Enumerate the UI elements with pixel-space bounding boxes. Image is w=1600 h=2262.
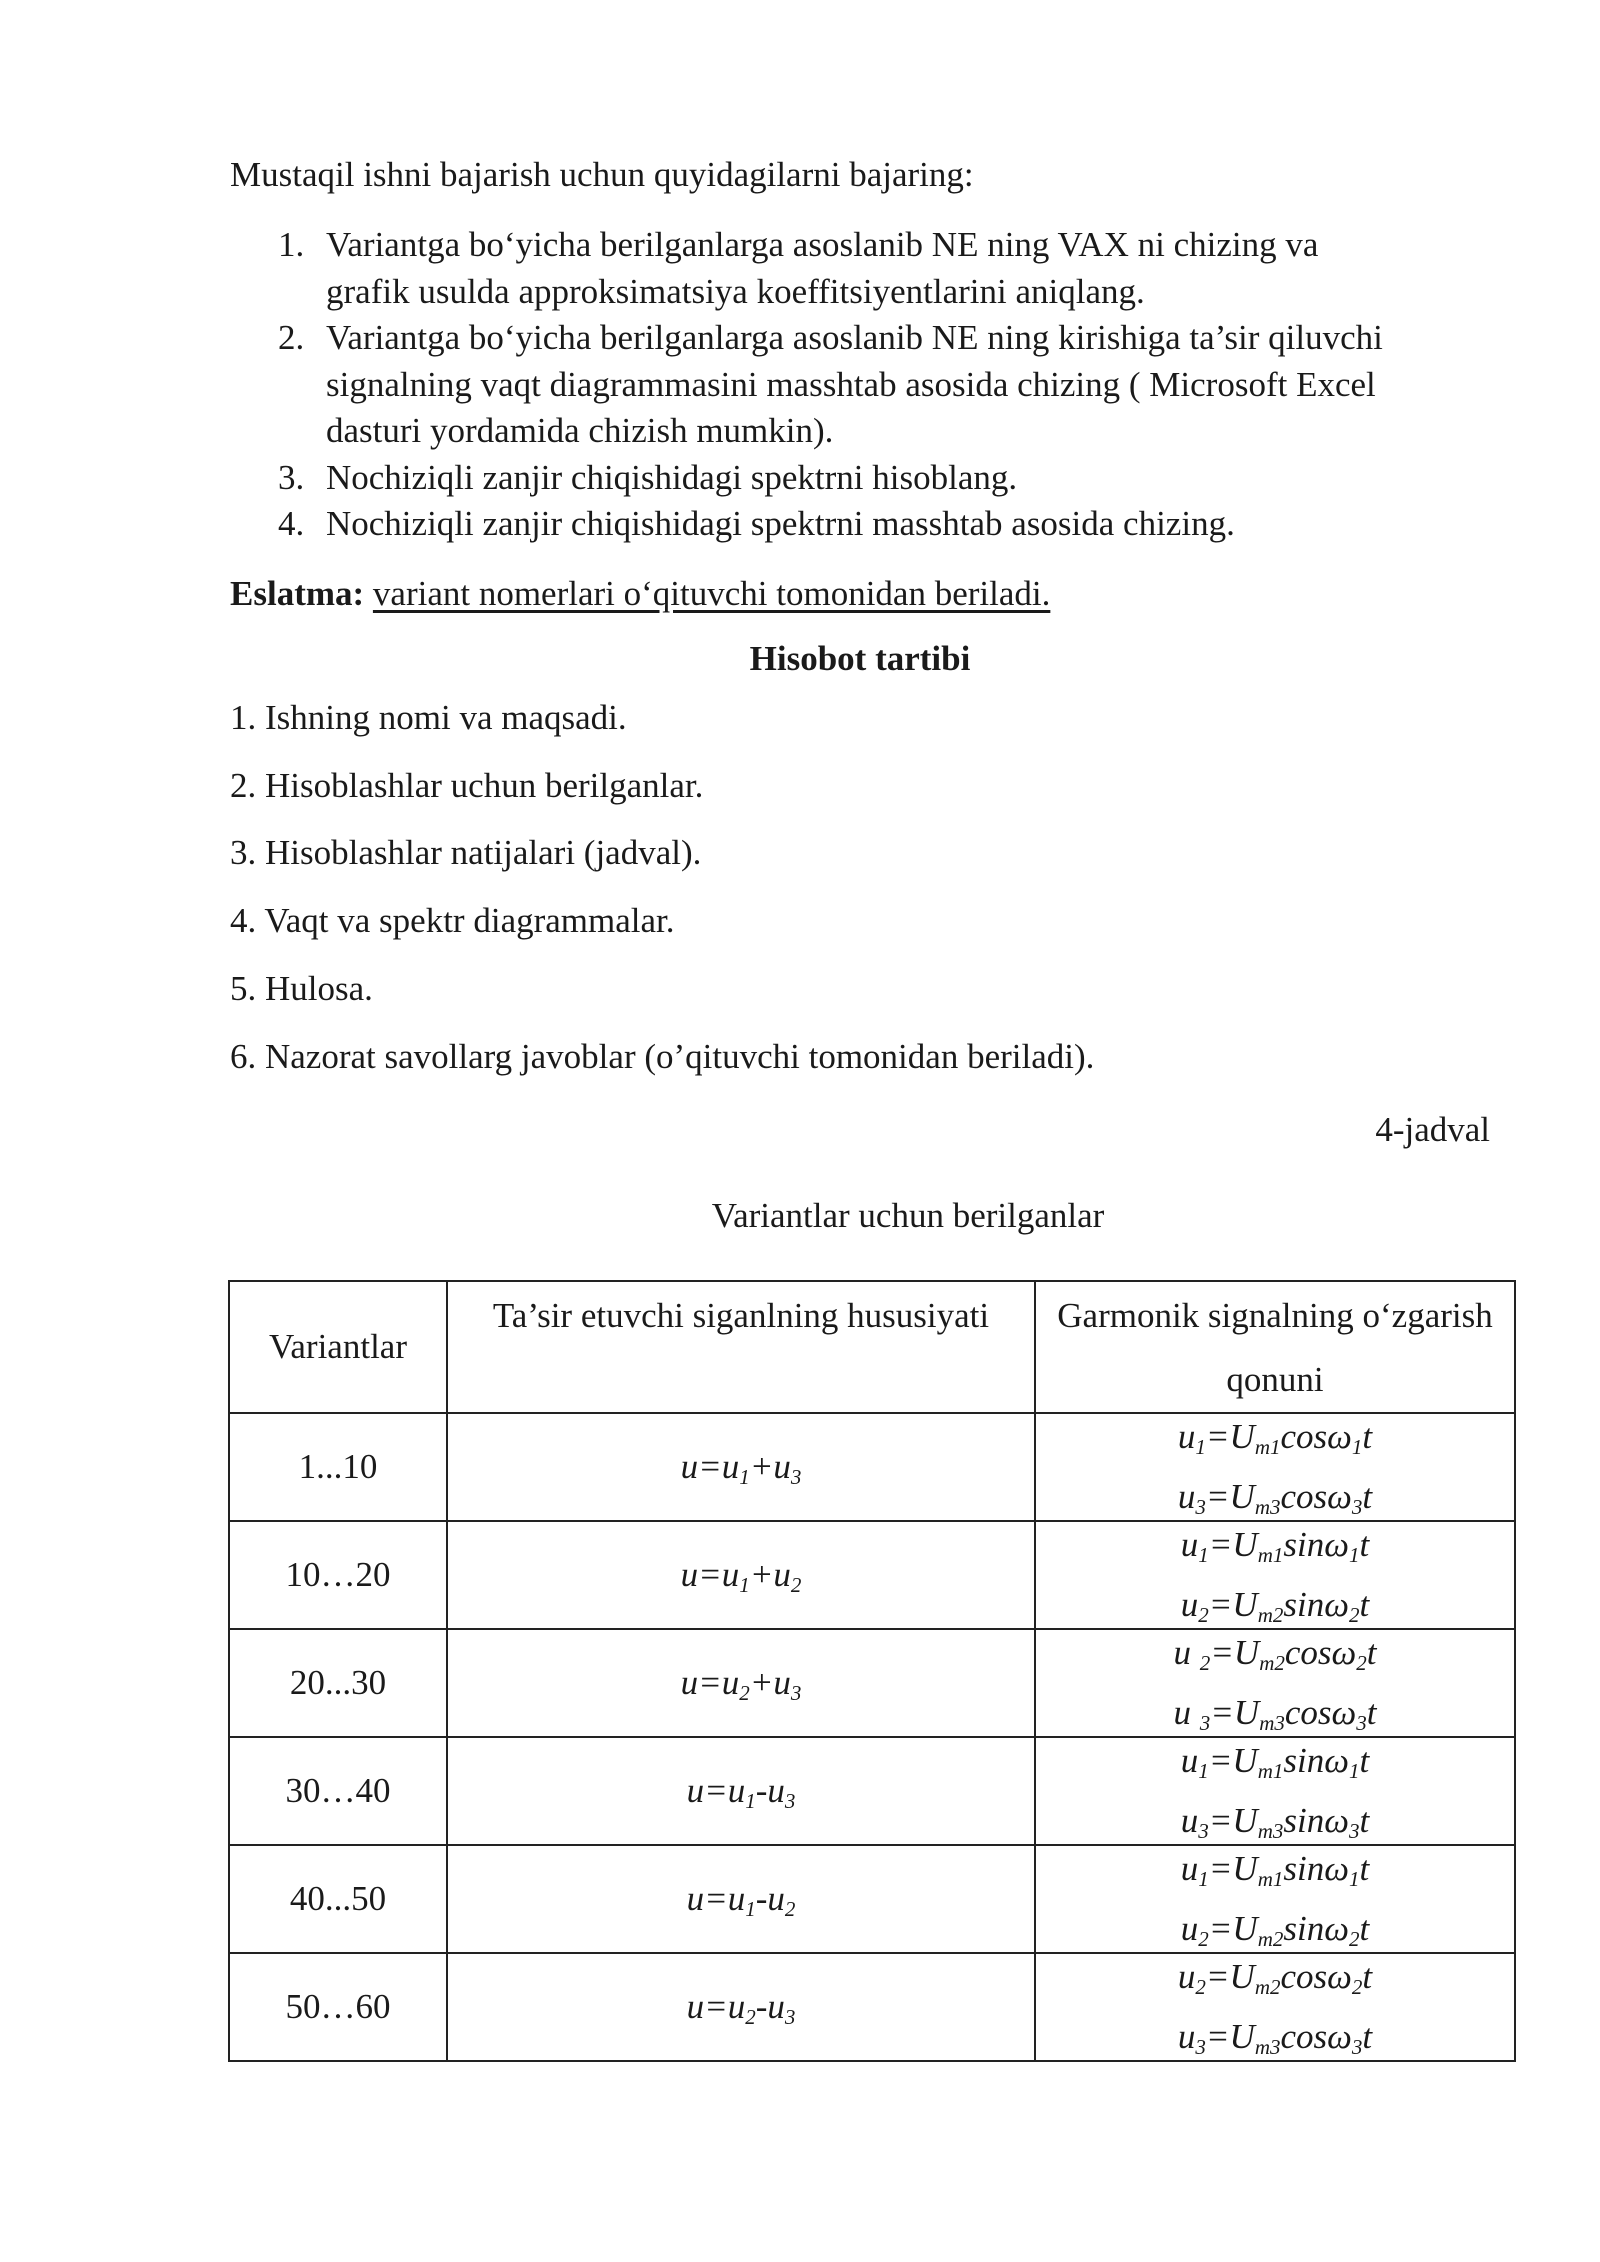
harmonic-law-cell: [1035, 1629, 1515, 1737]
subscript: 2: [790, 1573, 802, 1597]
subscript: m1: [1257, 1543, 1284, 1567]
signal-formula-cell: [447, 1953, 1035, 2061]
law-formula: $u_2=U_{m2}\sin\omega_2t$: [1180, 1909, 1370, 1951]
subscript: 3: [1195, 2035, 1206, 2059]
variant-range: 20...30: [229, 1629, 447, 1737]
harmonic-law-cell: [1035, 1953, 1515, 2061]
task-line: signalning vaqt diagrammasini masshtab asosida chizing ( Microsoft Excel: [326, 364, 1376, 404]
subscript: 1: [1198, 1867, 1209, 1891]
harmonic-law-cell: [1035, 1413, 1515, 1521]
subscript: 1: [745, 1789, 756, 1813]
signal-formula: $u=u_1-u_3$: [686, 1771, 796, 1813]
task-item: [230, 455, 1530, 502]
trig-function: cos: [1280, 2017, 1328, 2056]
task-line: grafik usulda approksimatsiya koeffitsiyentlarini aniqlang.: [326, 271, 1145, 311]
subscript: 3: [1198, 1819, 1209, 1843]
subscript: m2: [1254, 1975, 1281, 1999]
law-formula: $u_1=U_{m1}\sin\omega_1t$: [1180, 1849, 1370, 1891]
task-list: [230, 222, 1530, 548]
subscript: 2: [1348, 1927, 1360, 1951]
report-item: 2. Hisoblashlar uchun berilganlar.: [230, 766, 704, 805]
signal-formula-cell: [447, 1737, 1035, 1845]
variant-range: 40...50: [229, 1845, 447, 1953]
operator: +: [749, 1447, 774, 1486]
subscript: 1: [1198, 1543, 1209, 1567]
subscript: 3: [1199, 1711, 1211, 1735]
subscript: m2: [1257, 1603, 1284, 1627]
trig-function: sin: [1283, 1849, 1325, 1888]
var-name: u: [1180, 1525, 1199, 1564]
subscript: 3: [1195, 1495, 1206, 1519]
operator: -: [755, 1879, 768, 1918]
law-formula: $u_2=U_{m2}\cos\omega_2t$: [1177, 1957, 1373, 1999]
var-name: u: [1180, 1741, 1199, 1780]
harmonic-law: [1036, 1633, 1514, 1733]
subscript: 3: [1351, 1495, 1363, 1519]
table-row: [229, 1737, 1515, 1845]
trig-function: cos: [1280, 1417, 1328, 1456]
table-row: [229, 1413, 1515, 1521]
law-formula: u $_2=U_{m2}\cos\omega_2t$: [1173, 1633, 1377, 1675]
signal-formula: $u=u_1+u_3$: [680, 1447, 802, 1489]
subscript: m2: [1257, 1927, 1284, 1951]
subscript: m3: [1259, 1711, 1285, 1735]
trig-function: cos: [1280, 1477, 1328, 1516]
subscript: m1: [1254, 1435, 1281, 1459]
task-number: 1.: [278, 225, 305, 264]
subscript: 2: [1195, 1975, 1206, 1999]
signal-formula-cell: [447, 1521, 1035, 1629]
header-variants: Variantlar: [229, 1281, 447, 1413]
subscript: 3: [1351, 2035, 1363, 2059]
var-name: u: [1177, 2017, 1196, 2056]
trig-function: sin: [1283, 1741, 1325, 1780]
intro-text: Mustaqil ishni bajarish uchun quyidagilarni bajaring:: [230, 155, 974, 194]
law-formula: $u_3=U_{m3}\cos\omega_3t$: [1177, 1477, 1373, 1519]
table-header-row: [229, 1281, 1515, 1413]
subscript: 2: [1198, 1603, 1209, 1627]
subscript: 1: [1351, 1435, 1363, 1459]
subscript: 2: [1356, 1651, 1367, 1675]
signal-formula: $u=u_2+u_3$: [680, 1663, 802, 1705]
harmonic-law-cell: [1035, 1737, 1515, 1845]
subscript: 2: [784, 1897, 796, 1921]
subscript: 2: [739, 1681, 750, 1705]
harmonic-law: [1036, 1849, 1514, 1949]
subscript: 1: [1348, 1759, 1360, 1783]
variant-range: 10…20: [229, 1521, 447, 1629]
header-signal-property: Ta’sir etuvchi siganlning hususiyati: [447, 1281, 1035, 1413]
harmonic-law: [1036, 1957, 1514, 2057]
subscript: m2: [1259, 1651, 1285, 1675]
law-formula: $u_3=U_{m3}\cos\omega_3t$: [1177, 2017, 1373, 2059]
trig-function: sin: [1283, 1909, 1325, 1948]
subscript: 3: [1348, 1819, 1360, 1843]
trig-function: cos: [1284, 1633, 1332, 1672]
signal-formula-cell: [447, 1629, 1035, 1737]
table-row: [229, 1953, 1515, 2061]
report-item: 1. Ishning nomi va maqsadi.: [230, 698, 627, 737]
var-name: u: [1180, 1849, 1199, 1888]
report-item: 4. Vaqt va spektr diagrammalar.: [230, 901, 675, 940]
task-line: dasturi yordamida chizish mumkin).: [326, 411, 834, 450]
subscript: 2: [1199, 1651, 1211, 1675]
subscript: 1: [1348, 1543, 1360, 1567]
law-formula: $u_3=U_{m3}\sin\omega_3t$: [1180, 1801, 1370, 1843]
harmonic-law: [1036, 1741, 1514, 1841]
table-row: [229, 1521, 1515, 1629]
variant-range: 30…40: [229, 1737, 447, 1845]
harmonic-law: [1036, 1525, 1514, 1625]
law-formula: $u_2=U_{m2}\sin\omega_2t$: [1180, 1585, 1370, 1627]
trig-function: sin: [1283, 1801, 1325, 1840]
signal-formula: $u=u_2-u_3$: [686, 1987, 796, 2029]
trig-function: cos: [1280, 1957, 1328, 1996]
var-name: u: [1177, 1957, 1196, 1996]
task-line: Nochiziqli zanjir chiqishidagi spektrni masshtab asosida chizing.: [326, 504, 1235, 543]
subscript: 1: [739, 1465, 750, 1489]
subscript: 3: [790, 1465, 802, 1489]
subscript: 2: [745, 2005, 756, 2029]
operator: -: [755, 1987, 768, 2026]
operator: -: [755, 1771, 768, 1810]
law-formula: u $_3=U_{m3}\cos\omega_3t$: [1173, 1693, 1377, 1735]
harmonic-law: [1036, 1417, 1514, 1517]
task-number: 2.: [278, 318, 305, 357]
signal-formula: $u=u_1+u_2$: [680, 1555, 802, 1597]
harmonic-law-cell: [1035, 1845, 1515, 1953]
table-row: [229, 1629, 1515, 1737]
signal-formula-cell: [447, 1413, 1035, 1521]
subscript: 2: [1198, 1927, 1209, 1951]
var-name: u: [1173, 1633, 1200, 1672]
subscript: m3: [1254, 1495, 1281, 1519]
subscript: 1: [1198, 1759, 1209, 1783]
subscript: 1: [745, 1897, 756, 1921]
table-number: 4-jadval: [1375, 1110, 1490, 1149]
trig-function: sin: [1283, 1585, 1325, 1624]
var-name: u: [1180, 1801, 1199, 1840]
note-label: Eslatma:: [230, 574, 365, 613]
task-item: [230, 315, 1530, 455]
subscript: 2: [1348, 1603, 1360, 1627]
task-line: Variantga bo‘yicha berilganlarga asoslanib NE ning kirishiga ta’sir qiluvchi: [326, 318, 1383, 357]
header-harmonic-law: Garmonik signalning o‘zgarish qonuni: [1035, 1281, 1515, 1413]
signal-formula: $u=u_1-u_2$: [686, 1879, 796, 1921]
task-item: [230, 501, 1530, 548]
task-line: Variantga bo‘yicha berilganlarga asoslanib NE ning VAX ni chizing va: [326, 225, 1319, 264]
note: [230, 571, 1050, 617]
variant-range: 50…60: [229, 1953, 447, 2061]
subscript: 1: [1195, 1435, 1206, 1459]
operator: +: [749, 1663, 774, 1702]
subscript: 1: [1348, 1867, 1360, 1891]
task-line: Nochiziqli zanjir chiqishidagi spektrni hisoblang.: [326, 457, 1018, 497]
table-row: [229, 1845, 1515, 1953]
report-item: 6. Nazorat savollarg javoblar (o’qituvchi tomonidan beriladi).: [230, 1037, 1095, 1076]
variants-table: [228, 1280, 1516, 2062]
report-heading: Hisobot tartibi: [749, 639, 971, 678]
report-item: 3. Hisoblashlar natijalari (jadval).: [230, 833, 702, 872]
subscript: m3: [1257, 1819, 1284, 1843]
task-number: 4.: [278, 504, 305, 543]
law-formula: $u_1=U_{m1}\sin\omega_1t$: [1180, 1741, 1370, 1783]
task-number: 3.: [278, 457, 305, 497]
subscript: 3: [784, 1789, 796, 1813]
var-name: u: [1173, 1693, 1200, 1732]
trig-function: cos: [1284, 1693, 1332, 1732]
var-name: u: [1177, 1417, 1196, 1456]
law-formula: $u_1=U_{m1}\cos\omega_1t$: [1177, 1417, 1373, 1459]
subscript: m1: [1257, 1867, 1284, 1891]
subscript: 1: [739, 1573, 750, 1597]
signal-formula-cell: [447, 1845, 1035, 1953]
subscript: 2: [1351, 1975, 1363, 1999]
subscript: 3: [1356, 1711, 1367, 1735]
var-name: u: [1177, 1477, 1196, 1516]
subscript: 3: [784, 2005, 796, 2029]
var-name: u: [1180, 1909, 1199, 1948]
variant-range: 1...10: [229, 1413, 447, 1521]
note-text: variant nomerlari o‘qituvchi tomonidan beriladi.: [372, 574, 1051, 613]
table-caption: Variantlar uchun berilganlar: [711, 1196, 1105, 1235]
operator: +: [749, 1555, 774, 1594]
task-item: [230, 222, 1530, 315]
subscript: m1: [1257, 1759, 1284, 1783]
subscript: m3: [1254, 2035, 1281, 2059]
harmonic-law-cell: [1035, 1521, 1515, 1629]
subscript: 3: [790, 1681, 802, 1705]
report-item: 5. Hulosa.: [230, 969, 373, 1008]
trig-function: sin: [1283, 1525, 1325, 1564]
law-formula: $u_1=U_{m1}\sin\omega_1t$: [1180, 1525, 1370, 1567]
var-name: u: [1180, 1585, 1199, 1624]
